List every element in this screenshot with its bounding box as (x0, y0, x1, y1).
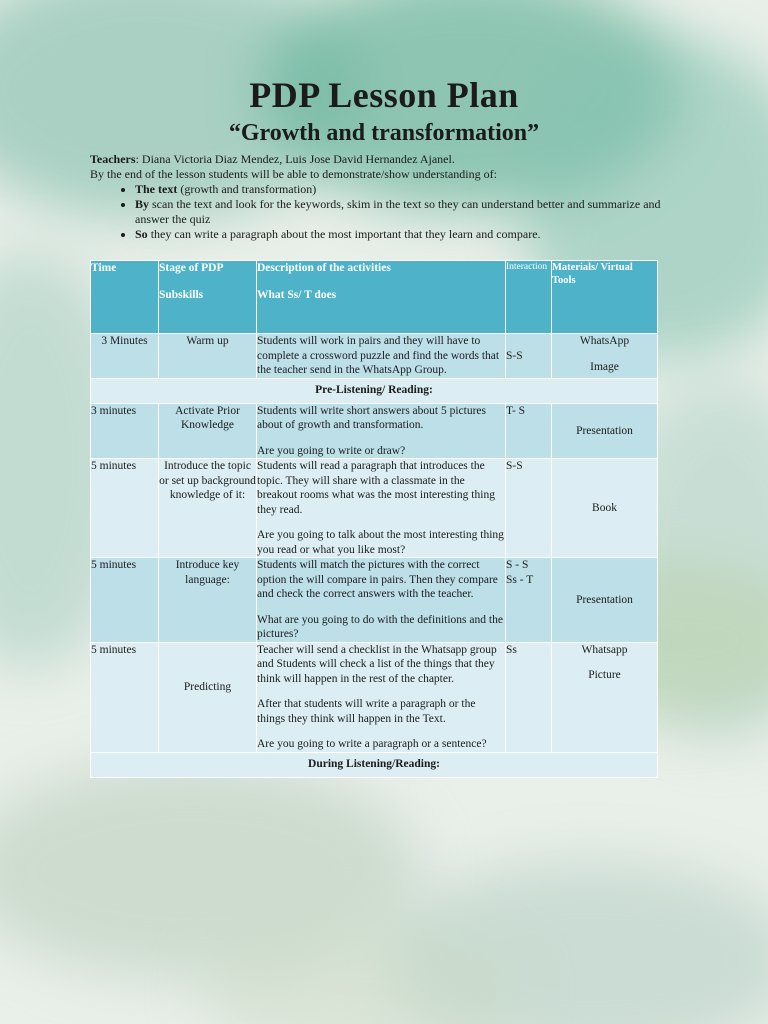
section-title: During Listening/Reading: (91, 752, 658, 777)
objective-keyword: So (135, 227, 148, 241)
interaction-cell: S - S Ss - T (506, 558, 552, 643)
table-row (91, 558, 658, 643)
section-row (91, 752, 658, 777)
description-cell (257, 642, 506, 752)
objective-keyword: The text (135, 182, 178, 196)
objective-text: (growth and transformation) (177, 182, 317, 196)
table-row (91, 403, 658, 459)
header-materials: Materials/ Virtual Tools (552, 261, 658, 334)
section-row (91, 378, 658, 403)
objective-item (135, 182, 670, 197)
description-cell (257, 459, 506, 558)
objective-line: By the end of the lesson students will be able to demonstrate/show understanding of: (90, 167, 497, 181)
description-cell (257, 558, 506, 643)
time-cell: 5 minutes (91, 642, 159, 752)
interaction-cell: T- S (506, 403, 552, 459)
description-paragraph: Students will work in pairs and they will have to complete a crossword puzzle and find the words that the teacher send in the WhatsApp Group. (257, 335, 500, 376)
header-time: Time (91, 261, 159, 334)
time-cell: 5 minutes (91, 558, 159, 643)
stage-cell: Activate Prior Knowledge (159, 403, 257, 459)
teachers-line (90, 152, 670, 167)
section-title: Pre-Listening/ Reading: (91, 378, 658, 403)
table-row (91, 459, 658, 558)
objective-text: scan the text and look for the keywords, skim in the text so they can understand better and summarize and answer the quiz (135, 197, 661, 226)
description-paragraph: Are you going to write a paragraph or a sentence? (257, 738, 487, 750)
material-item: Book (592, 501, 617, 514)
stage-cell: Introduce key language: (159, 558, 257, 643)
time-cell: 5 minutes (91, 459, 159, 558)
header-description: Description of the activities What Ss/ T does (257, 261, 506, 334)
intro-section (90, 152, 670, 242)
materials-cell (552, 334, 658, 379)
objective-keyword: By (135, 197, 150, 211)
description-cell (257, 403, 506, 459)
material-item: Presentation (576, 424, 633, 437)
table-body (91, 334, 658, 778)
page-title: PDP Lesson Plan (249, 75, 519, 115)
materials-cell (552, 459, 658, 558)
objective-item (135, 227, 670, 242)
stage-cell: Introduce the topic or set up background knowledge of it: (159, 459, 257, 558)
header-stage: Stage of PDP Subskills (159, 261, 257, 334)
table-row (91, 642, 658, 752)
stage-cell: Predicting (159, 642, 257, 752)
objective-item (135, 197, 670, 227)
page-subtitle: “Growth and transformation” (228, 120, 540, 146)
objective-text: they can write a paragraph about the most important that they learn and compare. (147, 227, 541, 241)
time-cell: 3 Minutes (91, 334, 159, 379)
time-cell: 3 minutes (91, 403, 159, 459)
description-paragraph: Teacher will send a checklist in the Whatsapp group and Students will check a list of the things that they think will happen in the rest of the chapter. (257, 643, 497, 685)
materials-cell (552, 642, 658, 752)
header-interaction: Interaction (506, 261, 552, 334)
objective-list (90, 182, 670, 242)
description-paragraph: Students will write short answers about 5 pictures about of growth and transformation. (257, 404, 487, 431)
stage-cell: Warm up (159, 334, 257, 379)
table-row (91, 334, 658, 379)
material-item: Picture (588, 669, 621, 681)
materials-cell (552, 558, 658, 643)
interaction-cell: S-S (506, 459, 552, 558)
material-item: Presentation (576, 593, 633, 606)
teachers-label: Teachers (90, 152, 136, 166)
materials-cell (552, 403, 658, 459)
interaction-cell: Ss (506, 642, 552, 752)
description-paragraph: After that students will write a paragraph or the things they think will happen in the Text. (257, 698, 476, 725)
material-item: Image (590, 360, 619, 373)
description-paragraph: Are you going to talk about the most interesting thing you read or what you like most? (257, 529, 504, 556)
description-paragraph: Students will match the pictures with the correct option the will compare in pairs. Then they compare and check the correct answers with the teacher. (257, 559, 498, 600)
description-paragraph: What are you going to do with the definitions and the pictures? (257, 613, 503, 640)
material-item: Whatsapp (581, 643, 628, 656)
teachers-names: : Diana Victoria Diaz Mendez, Luis Jose David Hernandez Ajanel. (135, 152, 455, 166)
lesson-plan-table (90, 260, 658, 778)
description-paragraph: Are you going to write or draw? (257, 444, 406, 457)
table-header-row (91, 261, 658, 334)
interaction-cell: S-S (506, 334, 552, 379)
description-cell (257, 334, 506, 379)
description-paragraph: Students will read a paragraph that introduces the topic. They will share with a classmate in the breakout rooms what was the most interesting thing they read. (257, 460, 495, 516)
material-item: WhatsApp (579, 335, 630, 347)
